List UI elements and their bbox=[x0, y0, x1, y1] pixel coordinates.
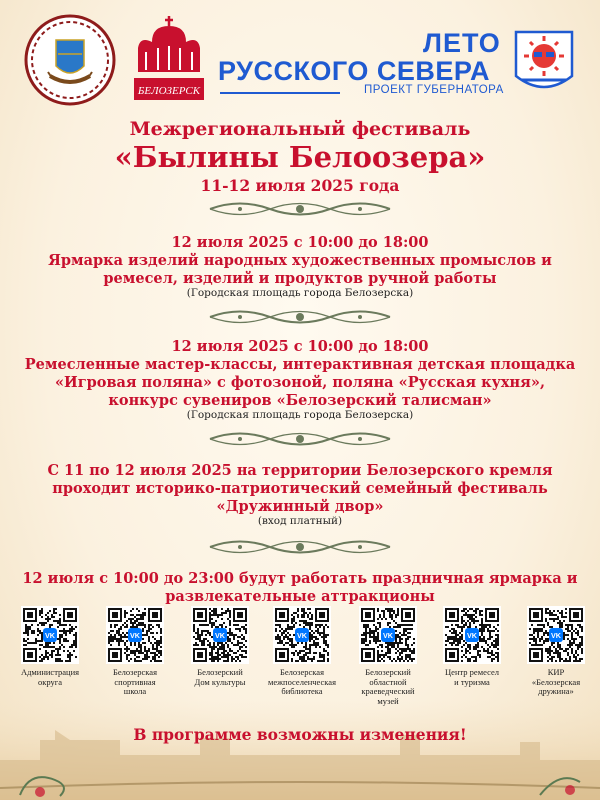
festival-title: «Былины Белоозера» bbox=[114, 140, 486, 174]
vk-badge-label: VK bbox=[467, 631, 477, 640]
ornament-divider bbox=[200, 306, 400, 328]
block2-line1: Ремесленные мастер-классы, интерактивная детская площадка bbox=[24, 356, 576, 373]
qr-code-caption bbox=[348, 668, 428, 706]
qr-caption-line: Дом культуры bbox=[194, 676, 246, 687]
qr-code-caption bbox=[10, 668, 90, 687]
block2-line3: конкурс сувениров «Белозерский талисман» bbox=[108, 392, 492, 409]
qr-caption-line: и туризма bbox=[454, 676, 490, 687]
qr-code-caption bbox=[516, 668, 596, 697]
qr-code-item[interactable] bbox=[10, 606, 90, 687]
vk-badge-label: VK bbox=[297, 631, 307, 640]
qr-caption-line: музей bbox=[377, 695, 399, 706]
vk-badge-label: VK bbox=[45, 631, 55, 640]
block1-place: (Городская площадь города Белозерска) bbox=[186, 287, 414, 299]
qr-code-icon[interactable] bbox=[443, 606, 501, 664]
block3-line2: проходит историко-патриотический семейный фестиваль bbox=[52, 480, 548, 497]
leto-word: ЛЕТО bbox=[423, 28, 501, 58]
qr-code-icon[interactable] bbox=[273, 606, 331, 664]
block4-line1: 12 июля с 10:00 до 23:00 будут работать праздничная ярмарка и bbox=[22, 570, 578, 587]
leto-russkogo-severa-logo bbox=[218, 28, 508, 98]
qr-caption-line: межпоселенческая bbox=[268, 676, 336, 687]
belozersk-city-logo bbox=[128, 12, 210, 106]
logo-underline bbox=[220, 92, 340, 94]
qr-caption-line: КИР bbox=[547, 667, 565, 677]
qr-caption-line: Белозерский bbox=[365, 667, 411, 677]
project-subtitle: ПРОЕКТ ГУБЕРНАТОРА bbox=[364, 84, 504, 96]
qr-caption-line: Белозерский bbox=[197, 667, 243, 677]
block3-line1: С 11 по 12 июля 2025 на территории Белозерского кремля bbox=[47, 462, 553, 479]
qr-code-item[interactable] bbox=[95, 606, 175, 697]
qr-code-caption bbox=[262, 668, 342, 697]
block2-line2: «Игровая поляна» с фотозоной, поляна «Русская кухня», bbox=[54, 374, 545, 391]
block4-line2: развлекательные аттракционы bbox=[165, 588, 435, 605]
vk-badge-label: VK bbox=[551, 631, 561, 640]
city-logo-text: БЕЛОЗЕРСК bbox=[137, 85, 201, 97]
block1-time: 12 июля 2025 с 10:00 до 18:00 bbox=[171, 234, 429, 251]
block2-time: 12 июля 2025 с 10:00 до 18:00 bbox=[171, 338, 429, 355]
qr-code-caption bbox=[180, 668, 260, 687]
qr-caption-line: округа bbox=[37, 676, 63, 687]
block2-place: (Городская площадь города Белозерска) bbox=[186, 409, 414, 421]
qr-code-icon[interactable] bbox=[359, 606, 417, 664]
qr-code-item[interactable] bbox=[516, 606, 596, 697]
block1-line2: ремесел, изделий и продуктов ручной работы bbox=[103, 270, 497, 287]
ornament-divider bbox=[200, 536, 400, 558]
qr-caption-line: дружина» bbox=[538, 686, 574, 696]
festival-dates: 11-12 июля 2025 года bbox=[200, 176, 400, 195]
qr-caption-line: Центр ремесел bbox=[445, 667, 499, 677]
block1-line1: Ярмарка изделий народных художественных промыслов и bbox=[48, 252, 552, 269]
ornament-divider bbox=[200, 428, 400, 450]
festival-subtitle: Межрегиональный фестиваль bbox=[129, 118, 471, 140]
qr-code-icon[interactable] bbox=[191, 606, 249, 664]
block3-line3: «Дружинный двор» bbox=[216, 498, 384, 515]
vk-badge-label: VK bbox=[383, 631, 393, 640]
block3-note: (вход платный) bbox=[257, 515, 343, 527]
qr-caption-line: Администрация bbox=[20, 667, 80, 677]
qr-code-caption bbox=[432, 668, 512, 687]
ornament-divider bbox=[200, 198, 400, 220]
qr-code-icon[interactable] bbox=[21, 606, 79, 664]
sun-badge-icon bbox=[512, 28, 576, 98]
qr-code-icon[interactable] bbox=[106, 606, 164, 664]
qr-caption-line: краеведческий bbox=[361, 686, 415, 696]
qr-caption-line: «Белозерская bbox=[531, 676, 581, 687]
qr-code-item[interactable] bbox=[180, 606, 260, 687]
vk-badge-label: VK bbox=[130, 631, 140, 640]
qr-caption-line: Белозерская bbox=[113, 667, 157, 677]
program-changes-notice: В программе возможны изменения! bbox=[133, 725, 467, 744]
qr-codes-row bbox=[0, 606, 600, 716]
qr-code-caption bbox=[95, 668, 175, 697]
qr-code-item[interactable] bbox=[348, 606, 428, 706]
qr-code-icon[interactable] bbox=[527, 606, 585, 664]
qr-caption-line: школа bbox=[123, 686, 147, 696]
qr-caption-line: областной bbox=[369, 676, 407, 687]
vk-badge-label: VK bbox=[215, 631, 225, 640]
belozersk-coat-of-arms-logo bbox=[22, 14, 118, 106]
qr-caption-line: библиотека bbox=[281, 686, 323, 696]
project-name: РУССКОГО СЕВЕРА bbox=[218, 56, 491, 86]
qr-caption-line: спортивная bbox=[114, 676, 156, 687]
qr-code-item[interactable] bbox=[432, 606, 512, 687]
qr-code-item[interactable] bbox=[262, 606, 342, 697]
qr-caption-line: Белозерская bbox=[280, 667, 324, 677]
